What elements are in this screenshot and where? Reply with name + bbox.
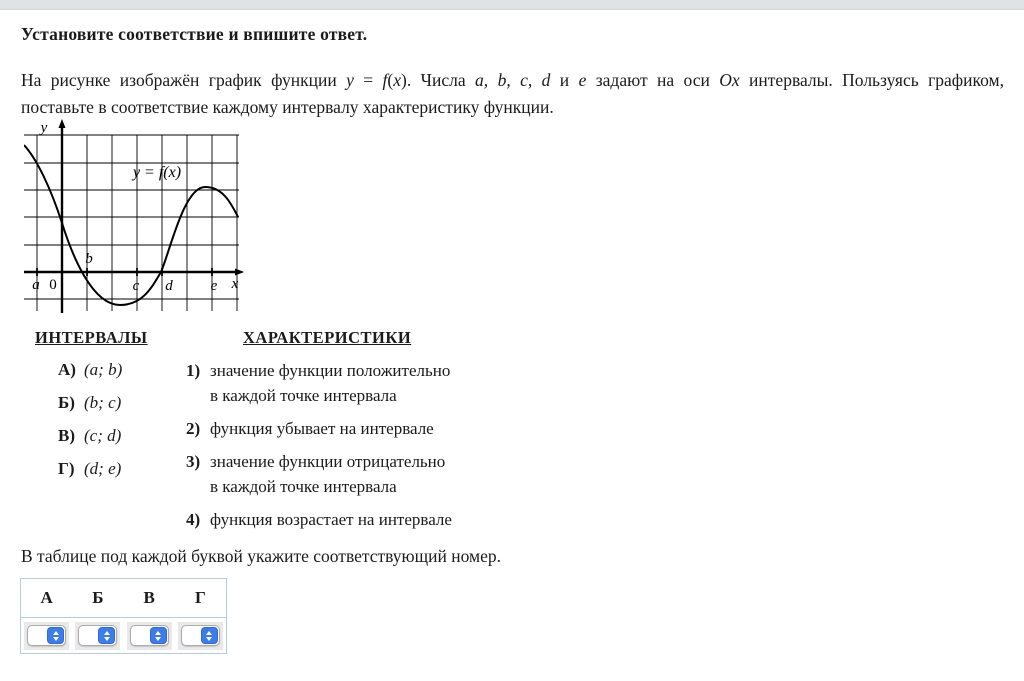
characteristic-item-1 <box>186 358 486 408</box>
characteristic-text: значение функции отрицательно <box>210 452 446 471</box>
answer-table-header <box>21 579 226 618</box>
interval-item-v <box>58 426 121 446</box>
interval-item-b <box>58 393 121 413</box>
interval-letter: Г) <box>58 459 75 478</box>
interval-range: (d; e) <box>84 459 122 478</box>
characteristic-item-4 <box>186 507 486 532</box>
interval-letter: Б) <box>58 393 75 412</box>
point-label-b: b <box>85 251 93 267</box>
answer-select-b[interactable] <box>78 625 117 646</box>
point-label-a: a <box>32 277 40 293</box>
characteristic-item-3 <box>186 449 486 499</box>
task-paragraph-line2: поставьте в соответствие каждому интервалу характеристику функции. <box>21 97 554 117</box>
origin-label: 0 <box>49 277 57 293</box>
select-spinner-icon <box>150 627 167 644</box>
y-axis-arrow-icon <box>59 119 66 128</box>
characteristic-text: значение функции положительно <box>210 361 451 380</box>
column-header-v: В <box>143 588 155 607</box>
characteristic-number: 2) <box>186 419 201 438</box>
task-paragraph-line1: На рисунке изображён график функции y = f(x). Числа a, b, c, d и e задают на оси Ox интервалы. Пользуясь графиком, <box>21 70 1004 90</box>
page-title: Установите соответствие и впишите ответ. <box>21 24 368 44</box>
interval-range: (b; c) <box>84 393 122 412</box>
characteristic-text: в каждой точке интервала <box>210 477 397 496</box>
answer-select-a[interactable] <box>27 625 66 646</box>
characteristic-text: в каждой точке интервала <box>210 386 397 405</box>
characteristic-number: 4) <box>186 510 201 529</box>
y-axis-label: y <box>40 120 48 136</box>
answer-table <box>20 578 227 654</box>
interval-item-a <box>58 360 122 380</box>
characteristic-text: функция возрастает на интервале <box>210 510 452 529</box>
column-header-a: А <box>40 588 53 607</box>
characteristic-text: функция убывает на интервале <box>210 419 434 438</box>
characteristics-list <box>186 358 486 540</box>
function-graph-svg <box>24 119 246 313</box>
answer-select-g[interactable] <box>181 625 220 646</box>
answer-select-v[interactable] <box>130 625 169 646</box>
characteristic-number: 3) <box>186 452 201 471</box>
characteristics-heading: ХАРАКТЕРИСТИКИ <box>243 328 412 347</box>
interval-letter: А) <box>58 360 76 379</box>
answer-instruction: В таблице под каждой буквой укажите соответствующий номер. <box>21 546 501 566</box>
function-graph <box>24 119 246 313</box>
interval-letter: В) <box>58 426 75 445</box>
interval-range: (a; b) <box>84 360 123 379</box>
characteristic-number: 1) <box>186 361 201 380</box>
point-label-d: d <box>165 278 173 294</box>
select-spinner-icon <box>201 627 218 644</box>
point-label-c: c <box>132 278 140 294</box>
select-spinner-icon <box>47 627 64 644</box>
curve-label: y = f(x) <box>132 164 182 181</box>
x-axis-arrow-icon <box>235 269 244 276</box>
column-header-g: Г <box>194 588 206 607</box>
top-bar <box>0 0 1024 10</box>
select-spinner-icon <box>98 627 115 644</box>
answer-table-select-row <box>21 618 226 653</box>
intervals-heading: ИНТЕРВАЛЫ <box>35 328 148 347</box>
column-header-b: Б <box>92 588 104 607</box>
characteristic-item-2 <box>186 416 486 441</box>
x-axis-label: x <box>231 276 239 292</box>
interval-item-g <box>58 459 121 479</box>
interval-range: (c; d) <box>84 426 122 445</box>
point-label-e: e <box>210 278 218 294</box>
